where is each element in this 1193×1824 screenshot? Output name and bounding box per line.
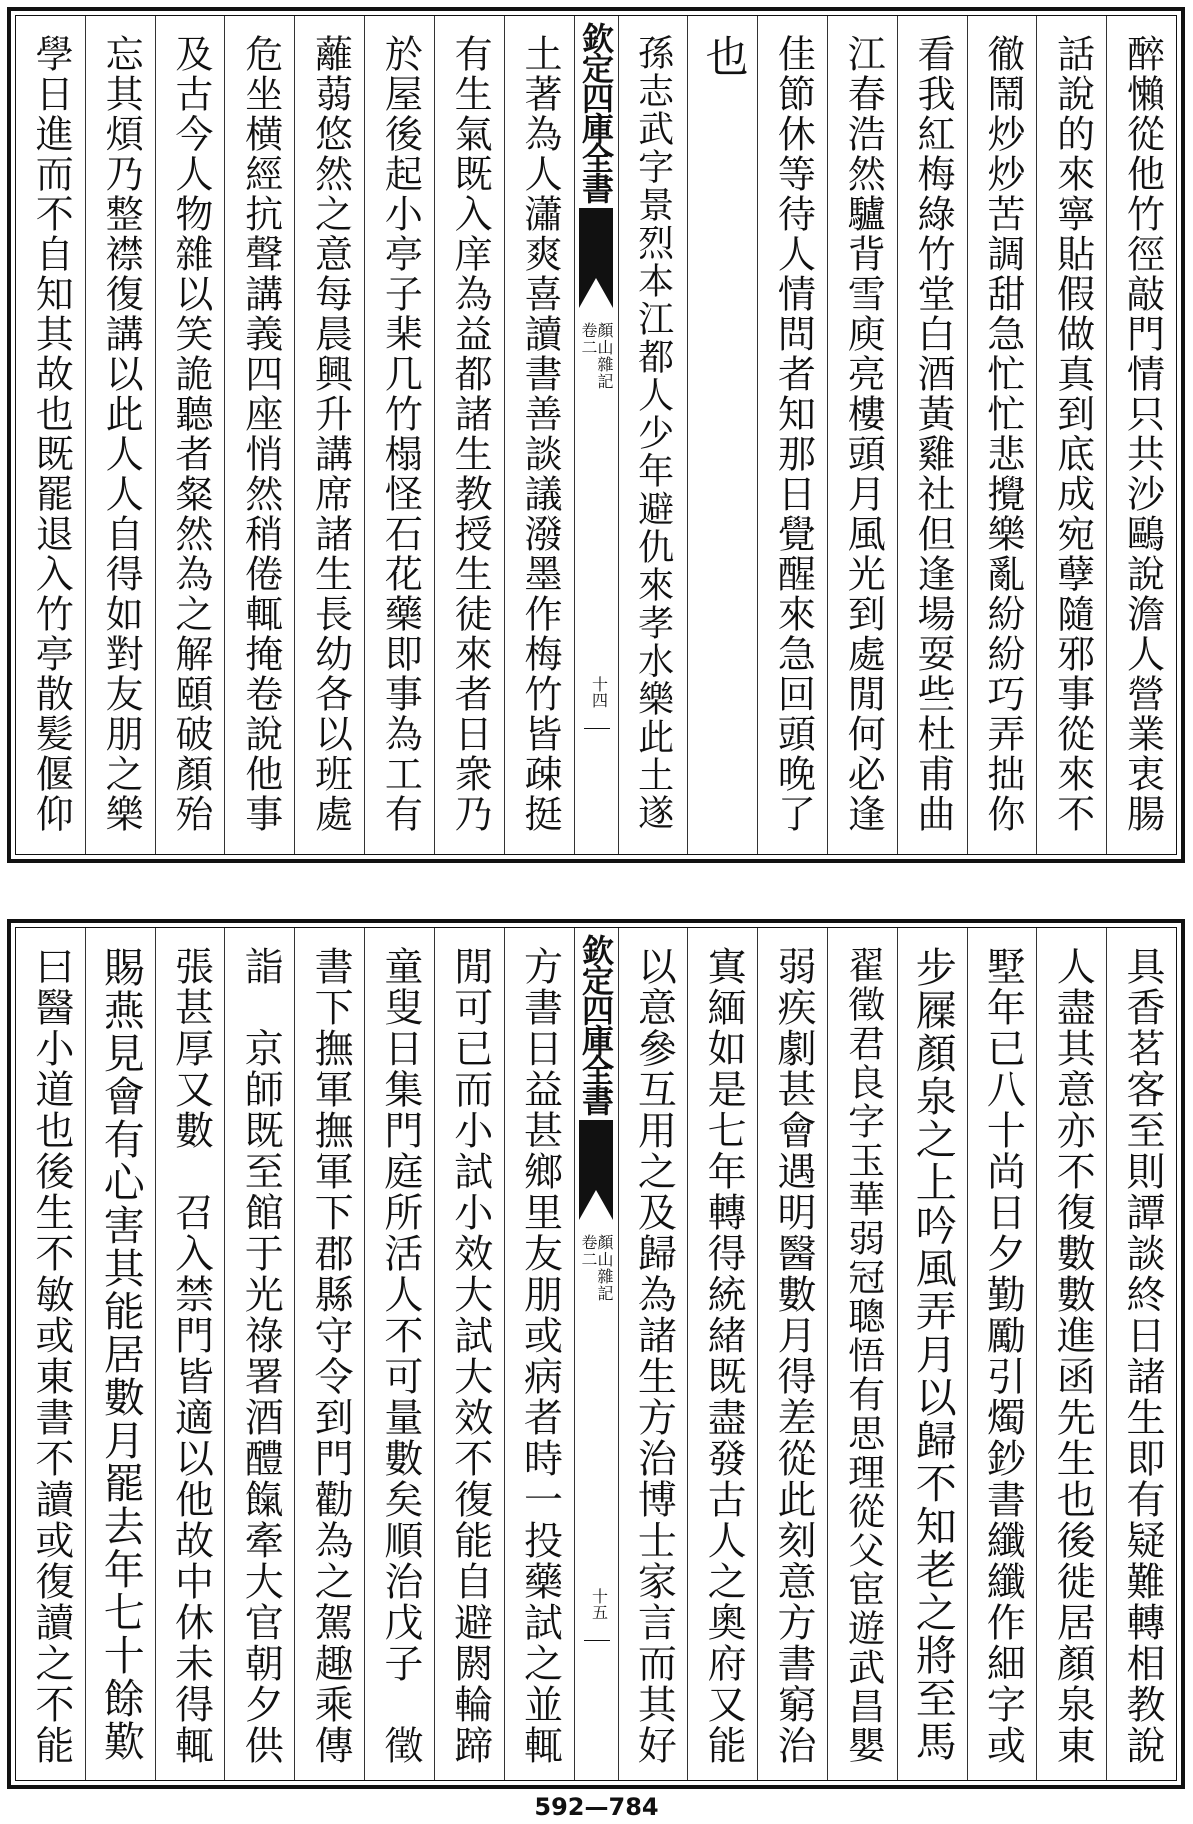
text-column: 具香茗客至則譚談終日諸生即有疑難轉相教說 (1106, 928, 1176, 1780)
top-page-columns (15, 15, 1177, 855)
text-column: 寘緬如是七年轉得統緒既盡發古人之奧府又能 (687, 928, 757, 1780)
book-title: 顏山雜記 (595, 1234, 614, 1302)
text-column: 張甚厚又數 召入禁門皆適以他故中休未得輒 (155, 928, 225, 1780)
series-title: 欽定四庫全書 (577, 934, 615, 1114)
text-column: 翟徵君良字玉華弱冠聰悟有思理從父宦遊武昌嬰 (827, 928, 897, 1780)
page-number: 十四 (589, 676, 609, 708)
fishtail-mark (579, 1120, 613, 1220)
text-column: 書下撫軍撫軍下郡縣守令到門勸為之駕趣乘傳 (294, 928, 364, 1780)
text-column: 也 (687, 16, 757, 854)
footer-page-code: 592—784 (534, 1793, 659, 1821)
text-column: 佳節休等待人情問者知那日覺醒來急回頭晚了 (757, 16, 827, 854)
text-column: 墅年已八十尚日夕勤勵引燭鈔書纖纖作細字或 (967, 928, 1037, 1780)
text-column: 醉懶從他竹徑敲門情只共沙鷗說澹人營業衷腸 (1106, 16, 1176, 854)
text-column: 曰醫小道也後生不敏或東書不讀或復讀之不能 (28, 946, 74, 1766)
text-column: 學日進而不自知其故也既罷退入竹亭散髪偃仰 (29, 34, 74, 834)
bottom-page-columns (15, 927, 1177, 1781)
volume-label: 卷二 (579, 322, 598, 356)
text-column: 徹鬧炒炒苦調甜急忙忙悲攪樂亂紛紛巧弄拙你 (967, 16, 1037, 854)
top-page (7, 7, 1185, 863)
text-column: 及古今人物雜以笑詭聽者粲然為之解頤破顏殆 (155, 16, 225, 854)
text-column: 看我紅梅綠竹堂白酒黃雞社但逢場耍些杜甫曲 (897, 16, 967, 854)
text-column: 童叟日集門庭所活人不可量數矣順治戊子 徵 (364, 928, 434, 1780)
book-title: 顏山雜記 (595, 322, 614, 390)
text-column: 方書日益甚鄉里友朋或病者時一投藥試之並輒 (504, 928, 574, 1780)
volume-label: 卷二 (579, 1234, 598, 1268)
fishtail-mark (579, 208, 613, 308)
text-column: 詣 京師既至館于光祿署酒醴餼牽大官朝夕供 (224, 928, 294, 1780)
series-title: 欽定四庫全書 (577, 22, 615, 202)
text-column: 孫志武字景烈本江都人少年避仇來孝水樂此土遂 (618, 16, 688, 854)
bottom-page (7, 919, 1185, 1789)
gutter-rule (584, 1640, 610, 1641)
text-column: 閒可已而小試小效大試大效不復能自避閼輪蹄 (434, 928, 504, 1780)
center-gutter (574, 16, 618, 854)
text-column: 弱疾劇甚會遇明醫數月得差從此刻意方書窮治 (757, 928, 827, 1780)
text-column: 江春浩然驢背雪庾亮樓頭月風光到處閒何必逢 (827, 16, 897, 854)
gutter-title (580, 322, 612, 390)
page-number: 十五 (589, 1588, 609, 1620)
text-column: 蘺蒻悠然之意每晨興升講席諸生長幼各以班處 (294, 16, 364, 854)
text-column: 有生氣既入庠為益都諸生教授生徒來者日衆乃 (434, 16, 504, 854)
text-column: 土著為人瀟爽喜讀書善談議潑墨作梅竹皆疎挺 (504, 16, 574, 854)
center-gutter (574, 928, 618, 1780)
text-column: 忘其煩乃整襟復講以此人人自得如對友朋之樂 (85, 16, 155, 854)
text-column: 步屧顏泉之上吟風弄月以歸不知老之將至馬 (897, 928, 967, 1780)
gutter-rule (584, 728, 610, 729)
text-column: 話說的來寧貼假做真到底成宛孽隨邪事從來不 (1036, 16, 1106, 854)
text-column: 人盡其意亦不復數數進函先生也後徙居顏泉東 (1036, 928, 1106, 1780)
text-column: 以意參互用之及歸為諸生方治博士家言而其好 (618, 928, 688, 1780)
text-column: 賜燕見會有心害其能居數月罷去年七十餘歎 (85, 928, 155, 1780)
text-column: 於屋後起小亭子棐几竹榻怪石花藥即事為工有 (364, 16, 434, 854)
gutter-title (580, 1234, 612, 1302)
text-column: 危坐横經抗聲講義四座悄然稍倦輒掩卷說他事 (224, 16, 294, 854)
